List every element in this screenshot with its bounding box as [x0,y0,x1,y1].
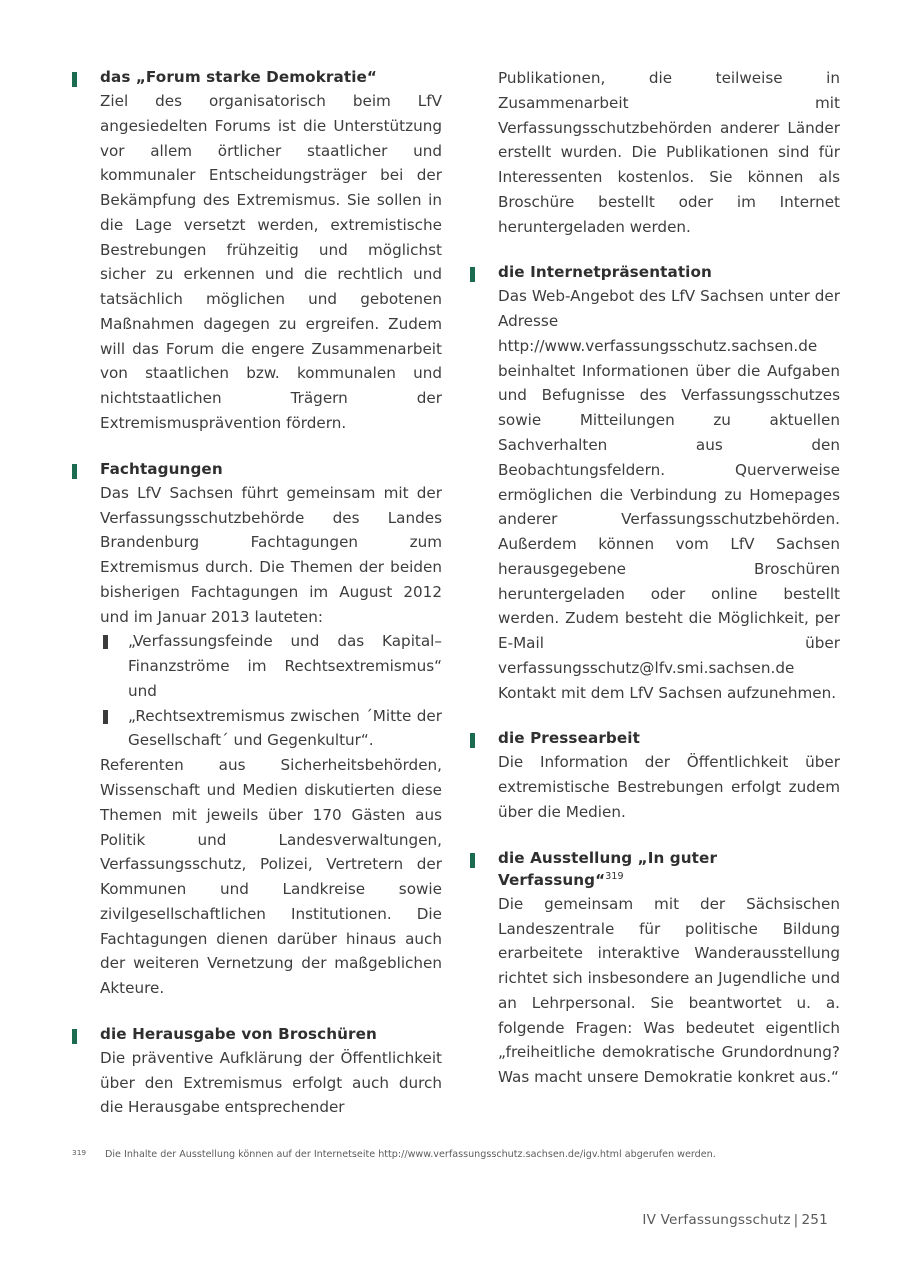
section-heading: die Pressearbeit [498,729,640,748]
dark-bullet-marker-icon [103,710,108,724]
footer-separator: | [793,1212,799,1228]
section-heading: das „Forum starke Demokratie“ [100,68,378,86]
footer-section-title: IV Verfassungsschutz [642,1212,791,1228]
section-paragraph: Das LfV Sachsen führt gemeinsam mit der Verfassungsschutzbehörde des Landes Brandenburg Fachtagungen zum Extremismus durch. Die Themen der beiden bisherigen Fachtagungen im August 2012 und im Januar 2013 lauteten: [100,483,442,626]
section-body [498,261,840,705]
dark-bullet-marker-icon [103,635,108,649]
section-body [100,458,442,1001]
section-fachtagungen [72,458,442,1001]
section-heading: die Herausgabe von Broschüren [100,1024,377,1043]
list-item-label: „Verfassungsfeinde und das Kapital– Finanzströme im Rechtsextremismus“ und [128,632,442,700]
section-paragraph: Die Information der Öffentlichkeit über extremistische Bestrebungen erfolgt zudem über die Medien. [498,753,840,821]
footnote-number: 319 [72,1148,87,1157]
section-ausstellung-in-guter-verfassung [470,847,840,1090]
footnote-text: Die Inhalte der Ausstellung können auf der Internetseite http://www.verfassungsschutz.sachsen.de/igv.html abgerufen werden. [105,1149,716,1160]
section-paragraph: Die präventive Aufklärung der Öffentlichkeit über den Extremismus erfolgt auch durch die Herausgabe entsprechender [100,1048,442,1117]
footnote-area [72,1148,828,1162]
section-paragraph: Die gemeinsam mit der Sächsischen Landeszentrale für politische Bildung erarbeitete interaktive Wanderausstellung richtet sich insbesondere an Jugendliche und an Lehrpersonal. Sie beantwortet u. a. folgende Fragen: Was bedeutet eigentlich „freiheitliche demokratische Grundordnung? Was macht unsere Demokratie konkret aus.“ [498,894,840,1087]
list-item [100,629,442,703]
section-heading-text: die Ausstellung „In guter Verfassung“ [498,848,718,889]
page-footer [642,1212,828,1228]
section-forum-starke-demokratie [72,66,442,436]
footnote-319 [72,1148,828,1162]
section-paragraph: Das Web-Angebot des LfV Sachsen unter der Adresse http://www.verfassungsschutz.sachsen.de beinhaltet Informationen über die Aufgaben und Befugnisse des Verfassungsschutzes sowie Mitteilungen zu aktuellen Sachverhalten aus den Beobachtungsfeldern. Querverweise ermöglichen die Verbindung zu Homepages anderer Verfassungsschutzbehörden. Außerdem können vom LfV Sachsen herausgegebene Broschüren heruntergeladen oder online bestellt werden. Zudem besteht die Möglichkeit, per E-Mail über verfassungsschutz@lfv.smi.sachsen.de Kontakt mit dem LfV Sachsen aufzunehmen. [498,287,840,702]
section-herausgabe-von-broschueren [72,1023,442,1120]
section-pressearbeit [470,727,840,824]
list-item-label: „Rechtsextremismus zwischen ´Mitte der Gesellschaft´ und Gegenkultur“. [128,706,442,750]
section-body [100,66,442,436]
two-column-layout [72,66,840,1120]
section-body [498,66,840,239]
section-body [100,1023,442,1120]
footer-page-number: 251 [801,1212,828,1228]
footnote-reference-319[interactable]: 319 [605,870,624,882]
green-bullet-marker-icon [72,72,77,87]
green-bullet-marker-icon [72,1029,77,1044]
section-body [498,847,840,1090]
section-heading [498,847,840,891]
green-bullet-marker-icon [470,733,475,748]
section-body [498,727,840,824]
continuation-paragraph-block [470,66,840,239]
section-trailing-paragraph: Referenten aus Sicherheitsbehörden, Wissenschaft und Medien diskutierten diese Themen mit jeweils über 170 Gästen aus Politik und Landesverwaltungen, Verfassungsschutz, Polizei, Vertretern der Kommunen und Landkreise sowie zivilgesellschaftlichen Institutionen. Die Fachtagungen dienen darüber hinaus auch der weiteren Vernetzung der maßgeblichen Akteure. [100,756,442,998]
section-heading: Fachtagungen [100,459,223,478]
continuation-paragraph: Publikationen, die teilweise in Zusammenarbeit mit Verfassungsschutzbehörden anderer Länder erstellt wurden. Die Publikationen sind für Interessenten kostenlos. Sie können als Broschüre bestellt oder im Internet heruntergeladen werden. [498,69,840,236]
green-bullet-marker-icon [72,464,77,479]
list-item [100,704,442,754]
section-heading: die Internetpräsentation [498,263,712,282]
green-bullet-marker-icon [470,853,475,868]
section-paragraph: Ziel des organisatorisch beim LfV angesiedelten Forums ist die Unterstützung vor allem örtlicher staatlicher und kommunaler Entscheidungsträger bei der Bekämpfung des Extremismus. Sie sollen in die Lage versetzt werden, extremistische Bestrebungen frühzeitig und möglichst sicher zu erkennen und die rechtlich und tatsächlich möglichen und gebotenen Maßnahmen dagegen zu ergreifen. Zudem will das Forum die engere Zusammenarbeit von staatlichen bzw. kommunalen und nichtstaatlichen Trägern der Extremismusprävention fördern. [100,92,442,432]
right-column [470,66,840,1090]
green-bullet-marker-icon [470,267,475,282]
section-internetpraesentation [470,261,840,705]
left-column [72,66,442,1120]
fachtagungen-topic-list [100,629,442,753]
